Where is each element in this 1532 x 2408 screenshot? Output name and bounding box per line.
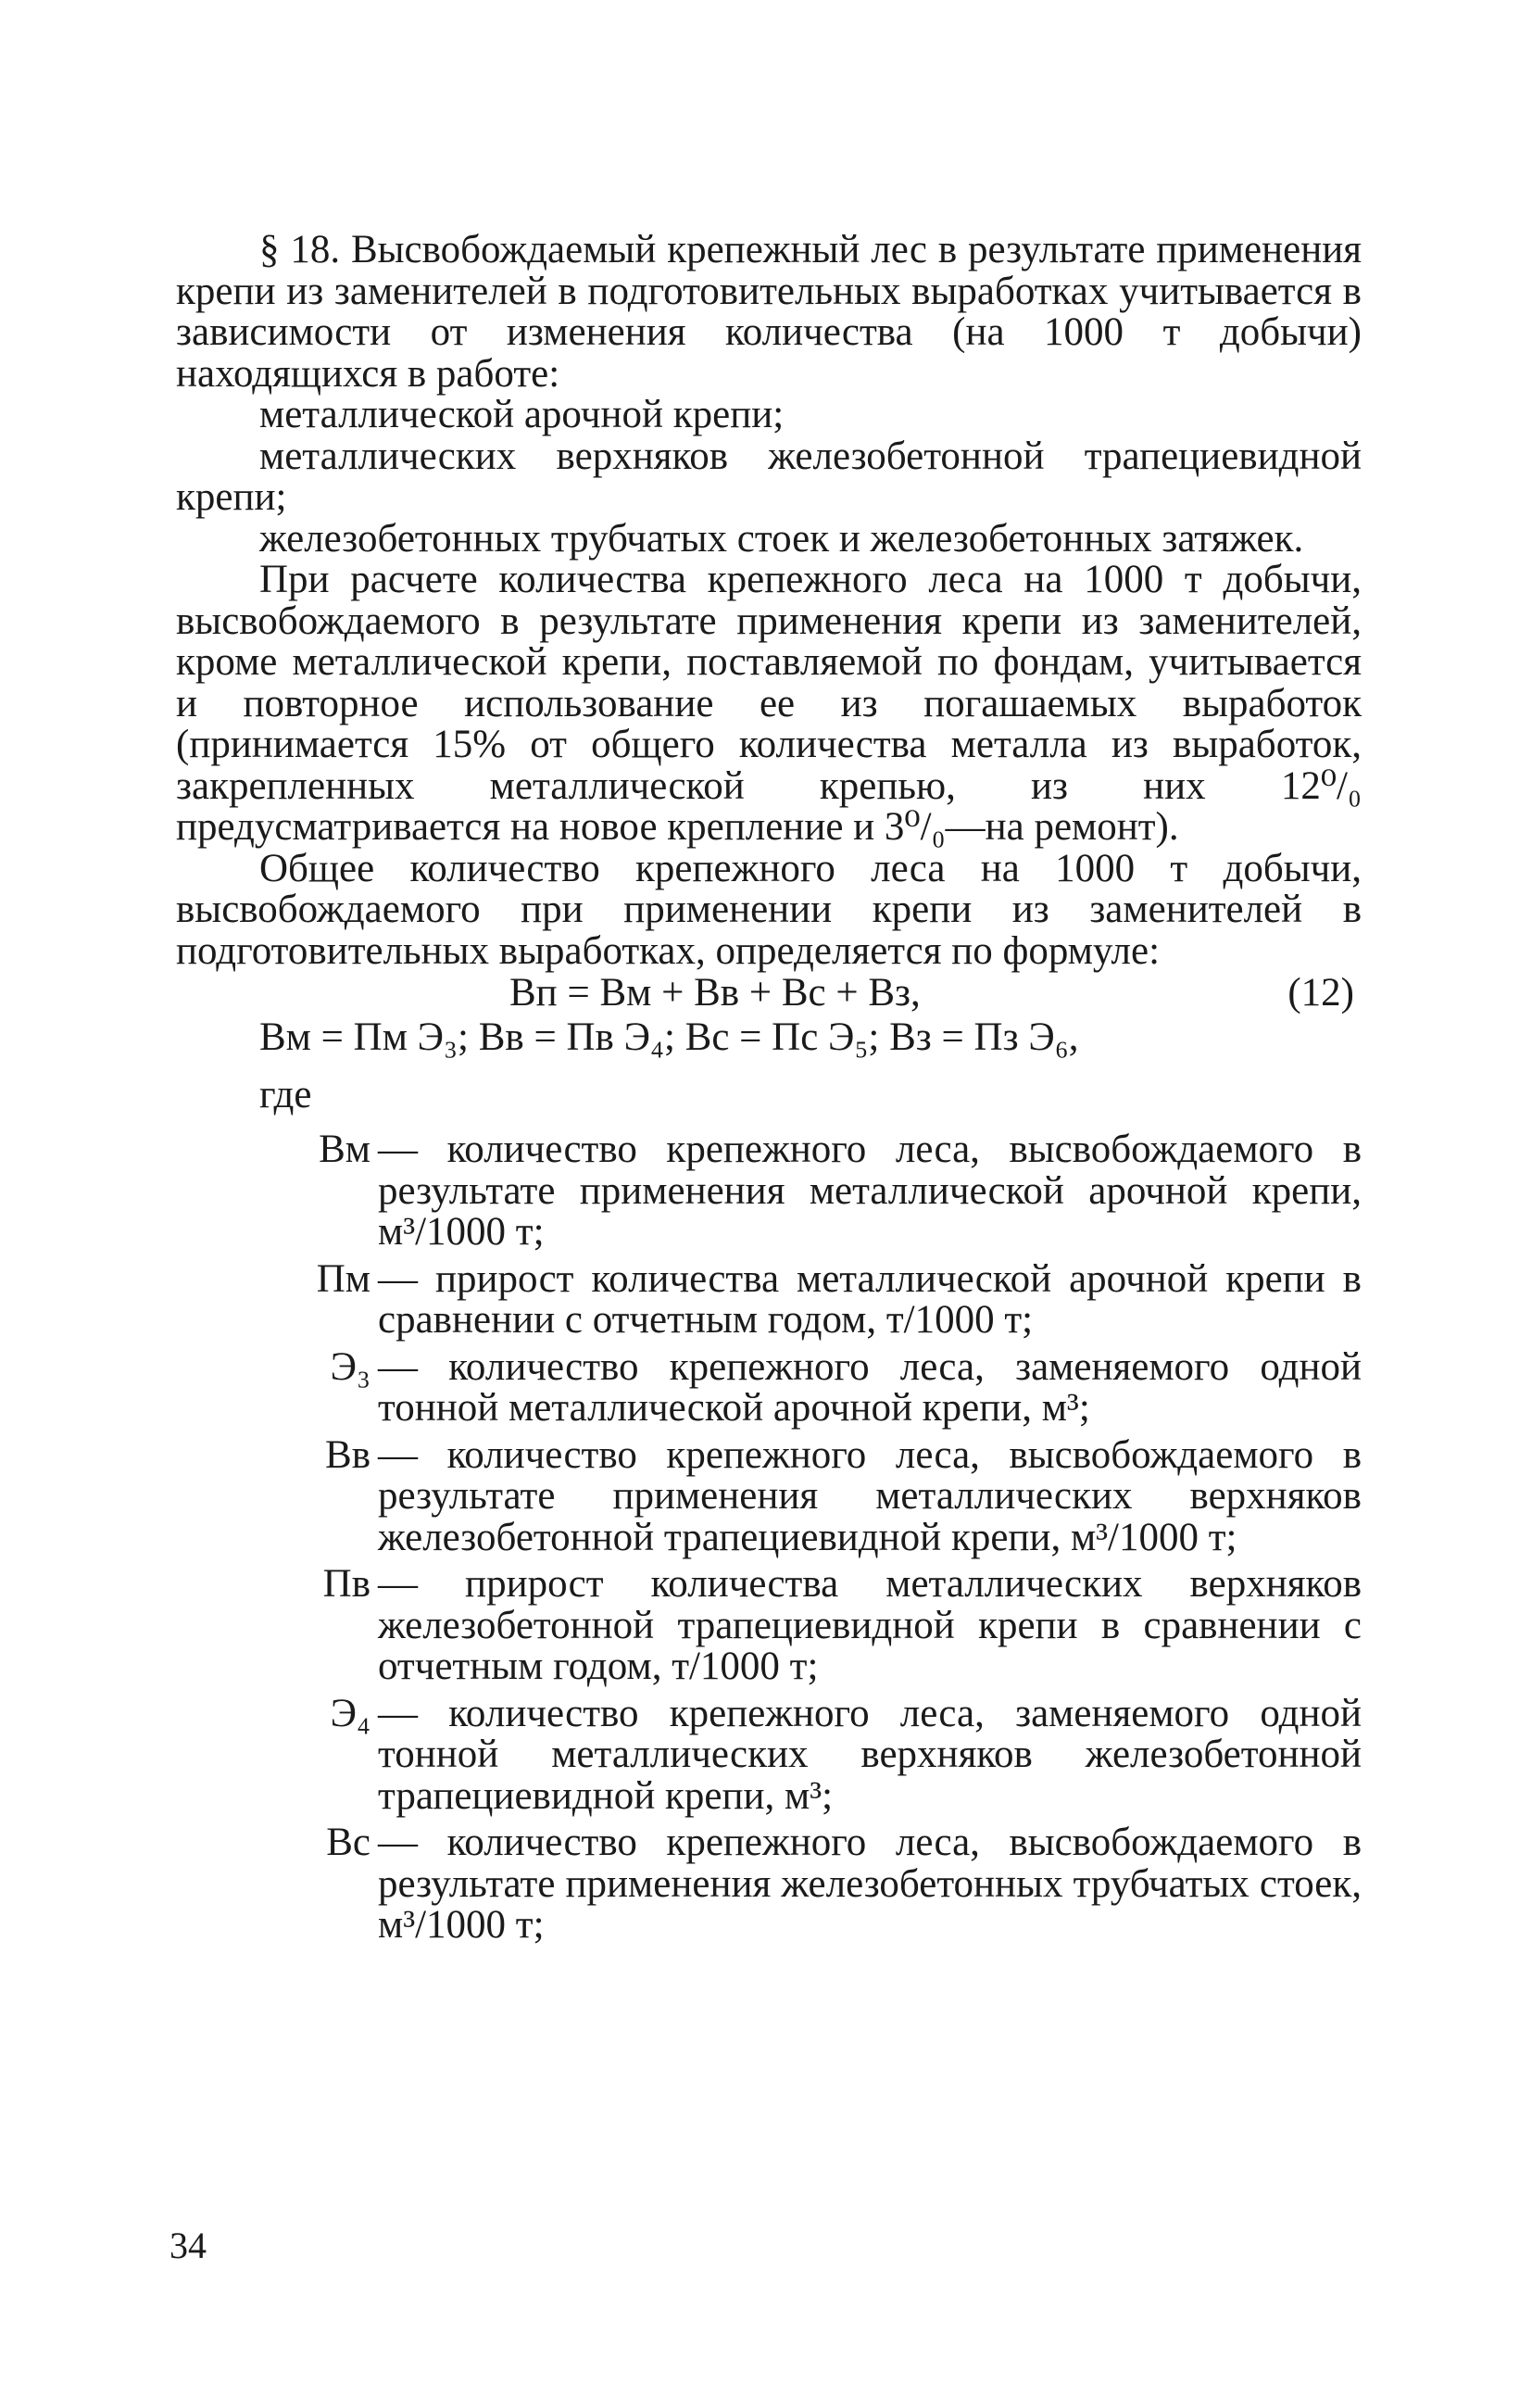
definition-text: — прирост количества металлической арочной крепи в сравнении с отчетным годом, т/1000 т;: [378, 1256, 1362, 1342]
page-content: [176, 230, 1362, 1947]
definition-text: — количество крепежного леса, высвобождаемого в результате применения железобетонных трубчатых стоек, м³/1000 т;: [378, 1821, 1362, 1947]
definition-text: — количество крепежного леса, высвобождаемого в результате применения металлической арочной крепи, м³/1000 т;: [378, 1128, 1362, 1254]
definition-row: [176, 1254, 1362, 1342]
definition-text: — количество крепежного леса, заменяемого одной тонной металлических верхняков железобетонной трапециевидной крепи, м³;: [378, 1691, 1362, 1818]
definition-row: [176, 1342, 1362, 1430]
where-label: где: [259, 1073, 312, 1116]
paragraph-18: § 18. Высвобождаемый крепежный лес в результате применения крепи из заменителей в подготовительных выработках учитывается в зависимости от изменения количества (на 1000 т добычи) находящихся в работе:: [176, 228, 1362, 396]
formula-number: (12): [1287, 971, 1354, 1015]
definition-row: [176, 1558, 1362, 1688]
definition-symbol: Пв: [322, 1562, 370, 1606]
definition-row: [176, 1817, 1362, 1947]
page-number: 34: [170, 2225, 207, 2266]
formula-expression: Вп = Вм + Вв + Вс + Вз,: [509, 971, 921, 1015]
definition-symbol: Вс: [326, 1821, 370, 1864]
paragraph-total: Общее количество крепежного леса на 1000 т добычи, высвобождаемого при применении крепи из заменителей в подготовительных выработках, определяется по формуле:: [176, 846, 1362, 973]
paragraph-calculation: При расчете количества крепежного леса на 1000 т добычи, высвобождаемого в результате применения крепи из заменителей, кроме металлической крепи, поставляемой по фондам, учитывается и повторное использование ее из погашаемых выработок (принимается 15% от общего количества металла из выработок, закрепленных металлической крепью, из них 12⁰/₀ предусматривается на новое крепление и 3⁰/₀—на ремонт).: [176, 558, 1362, 849]
definition-symbol: Пм: [316, 1256, 370, 1301]
definition-text: — прирост количества металлических верхняков железобетонной трапециевидной крепи в сравнении с отчетным годом, т/1000 т;: [378, 1562, 1362, 1688]
definition-text: — количество крепежного леса, заменяемого одной тонной металлической арочной крепи, м³;: [378, 1344, 1362, 1430]
formula-components: Вм = Пм Э₃; Вв = Пв Э₄; Вс = Пс Э₅; Вз = Пз Э₆,: [259, 1015, 1079, 1059]
definition-symbol: Э₃: [330, 1344, 370, 1389]
list-item-arch-support: металлической арочной крепи;: [259, 393, 785, 436]
definition-symbol: Э₄: [330, 1691, 370, 1735]
definitions-list: [176, 1124, 1362, 1947]
formula-main: [176, 972, 1362, 1016]
list-item-concrete-props: железобетонных трубчатых стоек и железобетонных затяжек.: [259, 516, 1304, 561]
definition-row: [176, 1124, 1362, 1254]
definition-symbol: Вв: [325, 1432, 370, 1477]
list-item-top-beams: металлических верхняков железобетонной трапециевидной крепи;: [176, 434, 1362, 519]
definition-row: [176, 1688, 1362, 1818]
definition-row: [176, 1430, 1362, 1559]
definition-symbol: Вм: [319, 1128, 370, 1171]
definition-text: — количество крепежного леса, высвобождаемого в результате применения металлических верхняков железобетонной трапециевидной крепи, м³/1000 т;: [378, 1432, 1362, 1559]
